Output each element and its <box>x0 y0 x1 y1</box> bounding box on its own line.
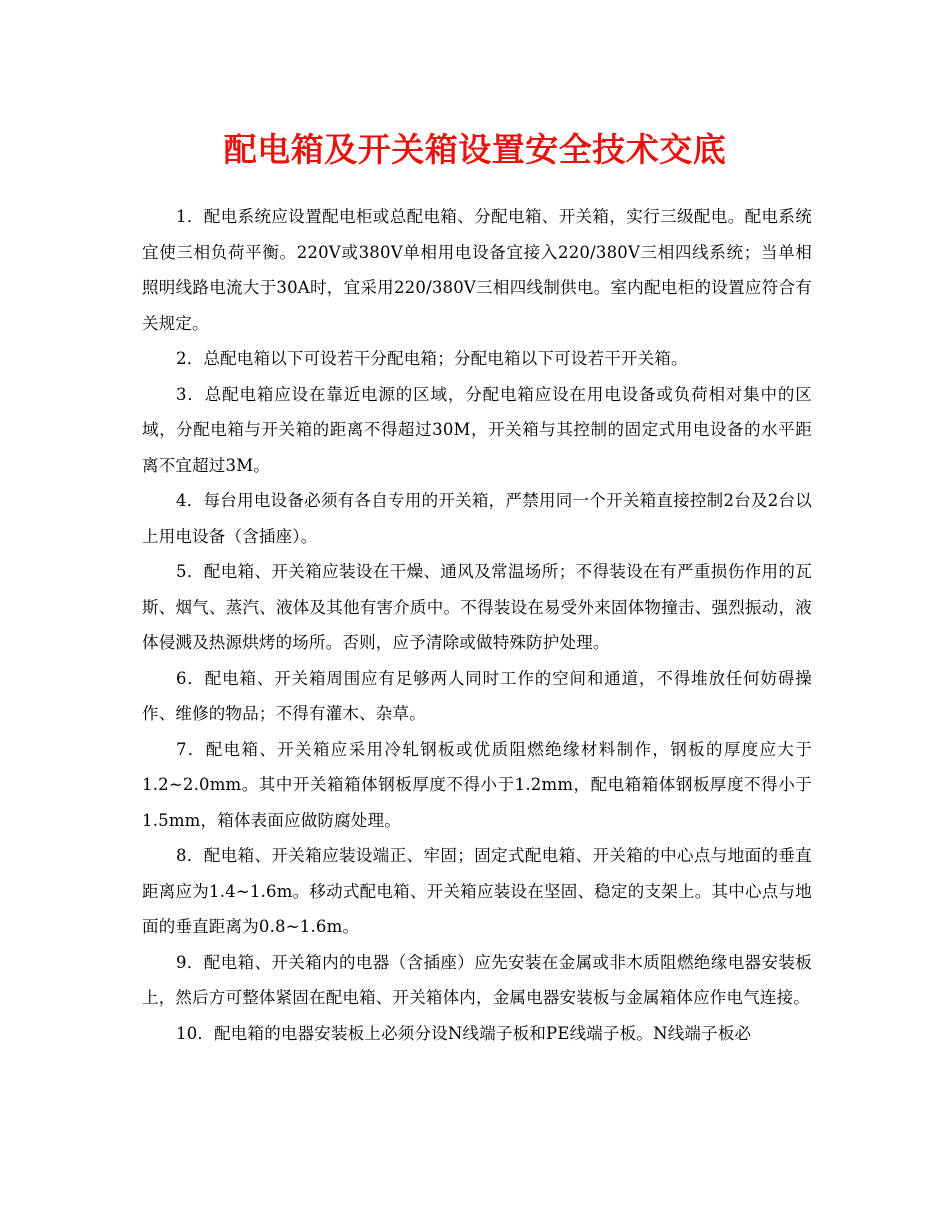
paragraph-2: 2．总配电箱以下可设若干分配电箱；分配电箱以下可设若干开关箱。 <box>176 349 688 368</box>
paragraph-10: 10．配电箱的电器安装板上必须分设N线端子板和PE线端子板。N线端子板必 <box>176 1023 752 1043</box>
document-title: 配电箱及开关箱设置安全技术交底 <box>223 130 727 169</box>
paragraph-7: 7．配电箱、开关箱应采用冷轧钢板或优质阻燃绝缘材料制作，钢板的厚度应大于1.2~2.0mm。其中开关箱箱体钢板厚度不得小于1.2mm，配电箱箱体钢板厚度不得小于1.5mm，箱体表面应做防腐处理。 <box>142 739 812 830</box>
paragraph-4: 4．每台用电设备必须有各自专用的开关箱，严禁用同一个开关箱直接控制2台及2台以上用电设备（含插座）。 <box>142 491 812 546</box>
paragraph-9: 9．配电箱、开关箱内的电器（含插座）应先安装在金属或非木质阻燃绝缘电器安装板上，然后方可整体紧固在配电箱、开关箱体内，金属电器安装板与金属箱体应作电气连接。 <box>142 952 812 1007</box>
document-body <box>142 199 812 1051</box>
paragraph-3: 3．总配电箱应设在靠近电源的区域，分配电箱应设在用电设备或负荷相对集中的区域，分配电箱与开关箱的距离不得超过30M，开关箱与其控制的固定式用电设备的水平距离不宜超过3M。 <box>142 384 812 475</box>
paragraph-1: 1．配电系统应设置配电柜或总配电箱、分配电箱、开关箱，实行三级配电。配电系统宜使三相负荷平衡。220V或380V单相用电设备宜接入220/380V三相四线系统；当单相照明线路电流大于30A时，宜采用220/380V三相四线制供电。室内配电柜的设置应符合有关规定。 <box>142 207 812 333</box>
paragraph-8: 8．配电箱、开关箱应装设端正、牢固；固定式配电箱、开关箱的中心点与地面的垂直距离应为1.4~1.6m。移动式配电箱、开关箱应装设在坚固、稳定的支架上。其中心点与地面的垂直距离为0.8~1.6m。 <box>142 846 812 936</box>
paragraph-5: 5．配电箱、开关箱应装设在干燥、通风及常温场所；不得装设在有严重损伤作用的瓦斯、烟气、蒸汽、液体及其他有害介质中。不得装设在易受外来固体物撞击、强烈振动，液体侵溅及热源烘烤的场所。否则，应予清除或做特殊防护处理。 <box>142 562 812 652</box>
paragraph-6: 6．配电箱、开关箱周围应有足够两人同时工作的空间和通道，不得堆放任何妨碍操作、维修的物品；不得有灌木、杂草。 <box>142 668 812 723</box>
